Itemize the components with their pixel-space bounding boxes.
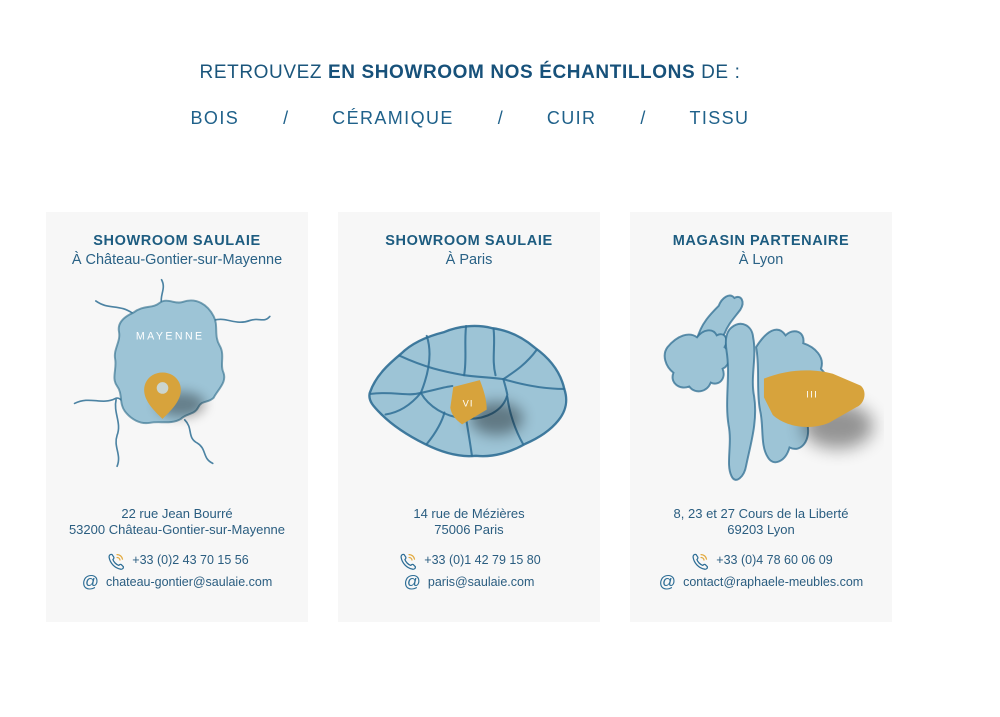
lyon-map-svg [638, 286, 884, 488]
material-ceramique: CÉRAMIQUE [332, 108, 454, 128]
address-block [46, 506, 308, 538]
separator-slash: / [497, 108, 503, 128]
map-region-label: III [806, 389, 819, 400]
email-address[interactable]: contact@raphaele-meubles.com [683, 574, 864, 589]
separator-slash: / [640, 108, 646, 128]
at-icon: @ [81, 572, 99, 591]
address-block [630, 506, 892, 538]
card-subtitle: À Paris [445, 252, 493, 268]
phone-row[interactable] [397, 550, 540, 570]
material-bois: BOIS [190, 108, 240, 128]
email-row[interactable] [659, 573, 863, 590]
paris-map-svg [356, 298, 582, 476]
material-cuir: CUIR [546, 108, 597, 128]
phone-icon [689, 550, 709, 570]
section-title-prefix: RETROUVEZ [199, 62, 328, 83]
mayenne-map-svg [61, 274, 293, 500]
address-line2: 75006 Paris [434, 522, 504, 537]
address-line1: 8, 23 et 27 Cours de la Liberté [673, 506, 849, 521]
materials-list [0, 108, 940, 129]
phone-row[interactable] [105, 550, 248, 570]
separator-slash: / [283, 108, 289, 128]
address-block [338, 506, 600, 538]
map-region-label: VI [462, 398, 474, 409]
at-icon: @ [658, 572, 677, 591]
phone-number[interactable]: +33 (0)4 78 60 06 09 [716, 553, 833, 567]
partner-store-card-lyon [630, 212, 892, 622]
paris-map [338, 268, 600, 506]
email-row[interactable] [404, 573, 535, 590]
contact-block [46, 550, 308, 590]
at-icon: @ [403, 572, 421, 591]
section-title-suffix: DE : [695, 62, 741, 83]
section-title-bold: EN SHOWROOM NOS ÉCHANTILLONS [327, 62, 696, 83]
showroom-cards [46, 212, 892, 622]
email-address[interactable]: chateau-gontier@saulaie.com [106, 574, 273, 589]
address-line1: 14 rue de Mézières [413, 506, 525, 521]
section-title [0, 62, 940, 84]
material-tissu: TISSU [689, 108, 750, 128]
address-line2: 69203 Lyon [727, 522, 795, 537]
card-subtitle: À Lyon [738, 252, 784, 268]
mayenne-map [46, 268, 308, 506]
phone-number[interactable]: +33 (0)2 43 70 15 56 [132, 553, 249, 567]
card-title: SHOWROOM SAULAIE [93, 233, 261, 249]
phone-row[interactable] [689, 550, 832, 570]
showroom-card-chateau-gontier [46, 212, 308, 622]
card-title: MAGASIN PARTENAIRE [672, 233, 850, 249]
phone-number[interactable]: +33 (0)1 42 79 15 80 [424, 553, 541, 567]
email-address[interactable]: paris@saulaie.com [427, 574, 535, 589]
card-title: SHOWROOM SAULAIE [385, 233, 553, 249]
phone-icon [397, 550, 417, 570]
address-line1: 22 rue Jean Bourré [121, 506, 233, 521]
phone-icon [105, 550, 125, 570]
showroom-card-paris [338, 212, 600, 622]
email-row[interactable] [82, 573, 273, 590]
contact-block [630, 550, 892, 590]
address-line2: 53200 Château-Gontier-sur-Mayenne [68, 522, 286, 537]
lyon-map [630, 268, 892, 506]
card-subtitle: À Château-Gontier-sur-Mayenne [71, 252, 283, 268]
contact-block [338, 550, 600, 590]
map-region-label: MAYENNE [135, 330, 205, 343]
